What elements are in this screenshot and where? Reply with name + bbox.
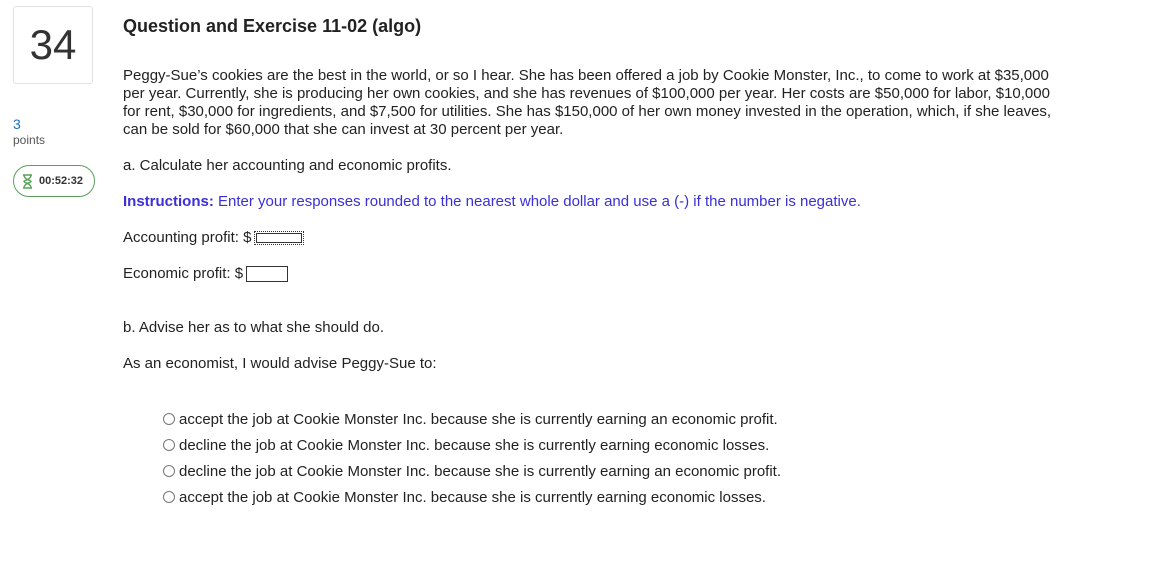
problem-text: Peggy-Sue’s cookies are the best in the world, or so I hear. She has been offered a job by Cookie Monster, Inc., to come to work at $35,000 per year. Currently, she is producing her own cookies, and she has revenues of $100,000 per year. Her costs are $50,000 for labor, $10,000 for rent, $30,000 for ingredients, and $7,500 for utilities. She has $150,000 of her own money invested in the operation, which, if she leaves, can be sold for $60,000 that she can invest at 30 percent per year. (123, 67, 1052, 138)
radio-button[interactable] (163, 491, 175, 503)
question-title: Question and Exercise 11-02 (algo) (123, 16, 422, 36)
radio-button[interactable] (163, 413, 175, 425)
radio-button[interactable] (163, 439, 175, 451)
answer-option-label: decline the job at Cookie Monster Inc. because she is currently earning an economic profit. (179, 462, 781, 480)
points-label: points (13, 133, 46, 147)
answer-option-2[interactable] (163, 432, 781, 458)
part-b-prompt: b. Advise her as to what she should do. (123, 319, 384, 336)
answer-option-label: accept the job at Cookie Monster Inc. because she is currently earning economic losses. (179, 488, 766, 506)
economic-profit-row (123, 265, 288, 282)
answer-option-3[interactable] (163, 458, 781, 484)
answer-options (163, 406, 781, 510)
answer-option-1[interactable] (163, 406, 781, 432)
instructions-text: Enter your responses rounded to the nearest whole dollar and use a (-) if the number is negative. (213, 193, 861, 210)
accounting-profit-row (123, 229, 304, 246)
part-b-lead: As an economist, I would advise Peggy-Sue to: (123, 355, 437, 372)
answer-option-label: accept the job at Cookie Monster Inc. because she is currently earning an economic profit. (179, 410, 778, 428)
instructions (123, 193, 861, 210)
accounting-profit-input[interactable] (254, 231, 304, 245)
hourglass-icon (22, 174, 33, 189)
timer-value: 00:52:32 (39, 175, 84, 187)
radio-button[interactable] (163, 465, 175, 477)
question-number-box (13, 6, 93, 84)
economic-profit-label: Economic profit: $ (123, 265, 244, 282)
instructions-label: Instructions: (123, 193, 214, 210)
part-a-prompt: a. Calculate her accounting and economic profits. (123, 157, 452, 174)
accounting-profit-label: Accounting profit: $ (123, 229, 252, 246)
question-number: 34 (29, 21, 77, 68)
economic-profit-input[interactable] (246, 266, 288, 282)
answer-option-label: decline the job at Cookie Monster Inc. because she is currently earning economic losses. (179, 436, 770, 454)
answer-option-4[interactable] (163, 484, 781, 510)
points-value: 3 (13, 116, 21, 132)
timer-badge[interactable] (13, 165, 95, 197)
